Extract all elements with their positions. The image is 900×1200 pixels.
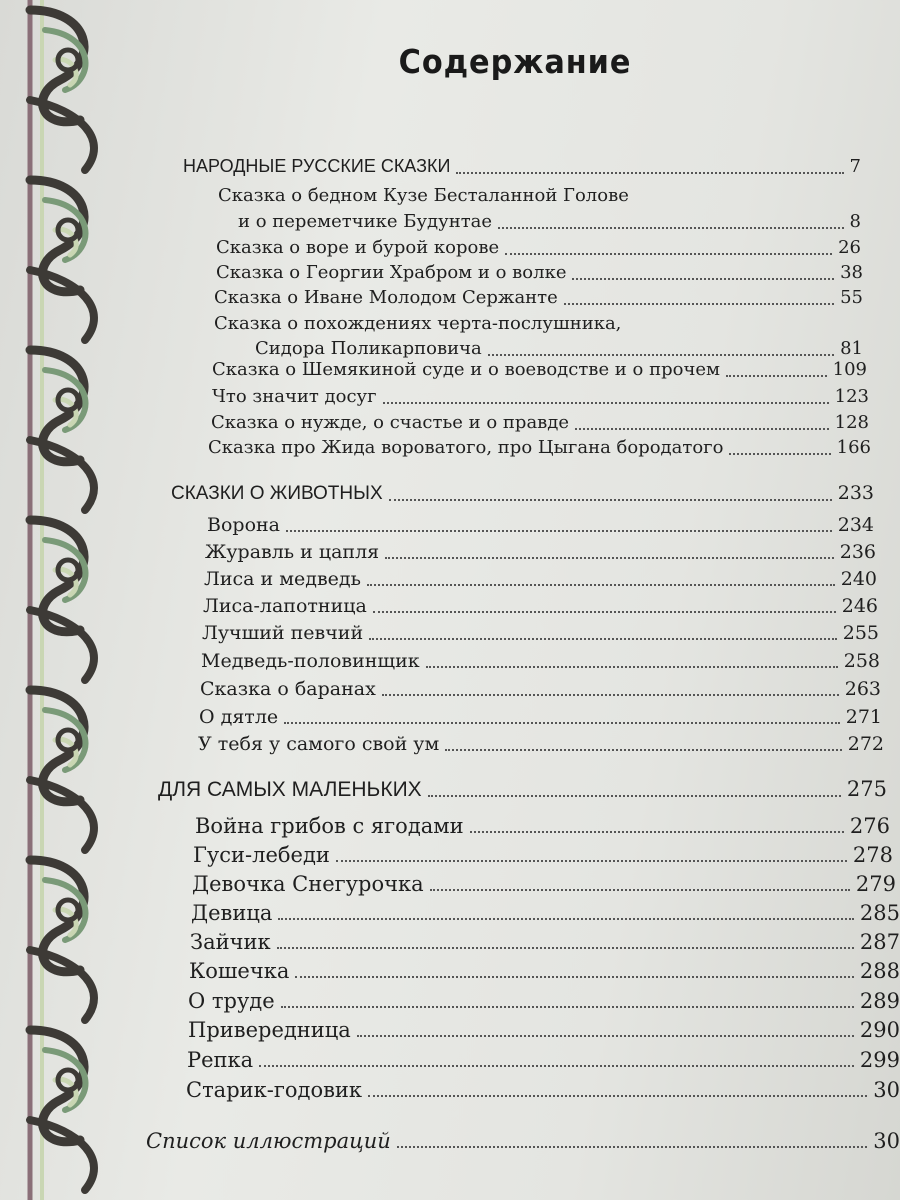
toc-item: Сказка о бедном Кузе Бесталанной Голове <box>218 185 629 206</box>
toc-item: Сказка о воре и бурой корове 26 <box>216 237 861 258</box>
toc-item: и о переметчике Будунтае 8 <box>238 211 861 232</box>
dot-leader <box>385 557 834 559</box>
dot-leader <box>373 611 836 613</box>
toc-section-heading: СКАЗКИ О ЖИВОТНЫХ 233 <box>171 482 874 504</box>
dot-leader <box>564 303 834 305</box>
dot-leader <box>498 227 843 229</box>
toc-item: Ворона 234 <box>207 514 874 536</box>
dot-leader <box>281 1006 854 1008</box>
toc-item: Сказка о Георгии Храбром и о волке 38 <box>216 262 863 283</box>
dot-leader <box>259 1065 854 1067</box>
toc-item: Старик-годовик 30 <box>186 1078 900 1102</box>
dot-leader <box>369 638 837 640</box>
dot-leader <box>367 584 835 586</box>
dot-leader <box>389 499 832 501</box>
dot-leader <box>383 402 829 404</box>
dot-leader <box>430 889 850 891</box>
dot-leader <box>278 918 854 920</box>
dot-leader <box>277 947 854 949</box>
toc-item: Что значит досуг 123 <box>212 386 869 407</box>
dot-leader <box>428 795 841 797</box>
toc-item: Сказка про Жида вороватого, про Цыгана бородатого 166 <box>208 437 871 458</box>
dot-leader <box>382 694 839 696</box>
toc-item: О дятле 271 <box>199 706 882 728</box>
dot-leader <box>445 749 841 751</box>
toc-item: Кошечка 288 <box>189 959 900 983</box>
page-title: Содержание <box>398 42 632 81</box>
toc-item: Лучший певчий 255 <box>202 622 879 644</box>
toc-item: Девочка Снегурочка 279 <box>192 872 896 896</box>
toc-item: Журавль и цапля 236 <box>205 541 876 563</box>
dot-leader <box>488 354 834 356</box>
toc-item: Лиса-лапотница 246 <box>203 595 878 617</box>
toc-item: Девица 285 <box>191 901 900 925</box>
dot-leader <box>729 453 830 455</box>
dot-leader <box>726 375 827 377</box>
toc-item: Сказка о Шемякиной суде и о воеводстве и о прочем 109 <box>212 359 867 380</box>
dot-leader <box>368 1095 867 1097</box>
toc-item: Медведь-половинщик 258 <box>201 650 880 672</box>
toc-item: Зайчик 287 <box>190 930 900 954</box>
dot-leader <box>295 976 854 978</box>
toc-section-heading: НАРОДНЫЕ РУССКИЕ СКАЗКИ 7 <box>183 156 861 177</box>
dot-leader <box>456 172 843 174</box>
toc-item: Привередница 290 <box>188 1018 900 1042</box>
toc-item: У тебя у самого свой ум 272 <box>198 733 884 755</box>
dot-leader <box>575 428 829 430</box>
toc-item: Война грибов с ягодами 276 <box>195 814 890 838</box>
dot-leader <box>284 722 840 724</box>
toc-section-heading: ДЛЯ САМЫХ МАЛЕНЬКИХ 275 <box>158 777 887 801</box>
dot-leader <box>426 666 838 668</box>
toc-item: О труде 289 <box>188 989 900 1013</box>
toc-item: Сказка о баранах 263 <box>200 678 881 700</box>
dot-leader <box>357 1035 854 1037</box>
toc-item: Лиса и медведь 240 <box>204 568 877 590</box>
toc-item: Сказка о нужде, о счастье и о правде 128 <box>211 412 869 433</box>
dot-leader <box>505 253 832 255</box>
toc-item: Сказка о похождениях черта-послушника, <box>214 313 622 334</box>
dot-leader <box>572 278 834 280</box>
toc-item: Сказка о Иване Молодом Сержанте 55 <box>214 287 863 308</box>
dot-leader <box>470 831 844 833</box>
toc-item: Репка 299 <box>187 1048 900 1072</box>
toc-item: Гуси-лебеди 278 <box>193 843 893 867</box>
toc-item: Сидора Поликарповича 81 <box>255 338 863 359</box>
dot-leader <box>397 1146 867 1148</box>
toc-illustrations-list: Список иллюстраций 30 <box>146 1129 900 1153</box>
dot-leader <box>336 860 847 862</box>
dot-leader <box>286 530 832 532</box>
